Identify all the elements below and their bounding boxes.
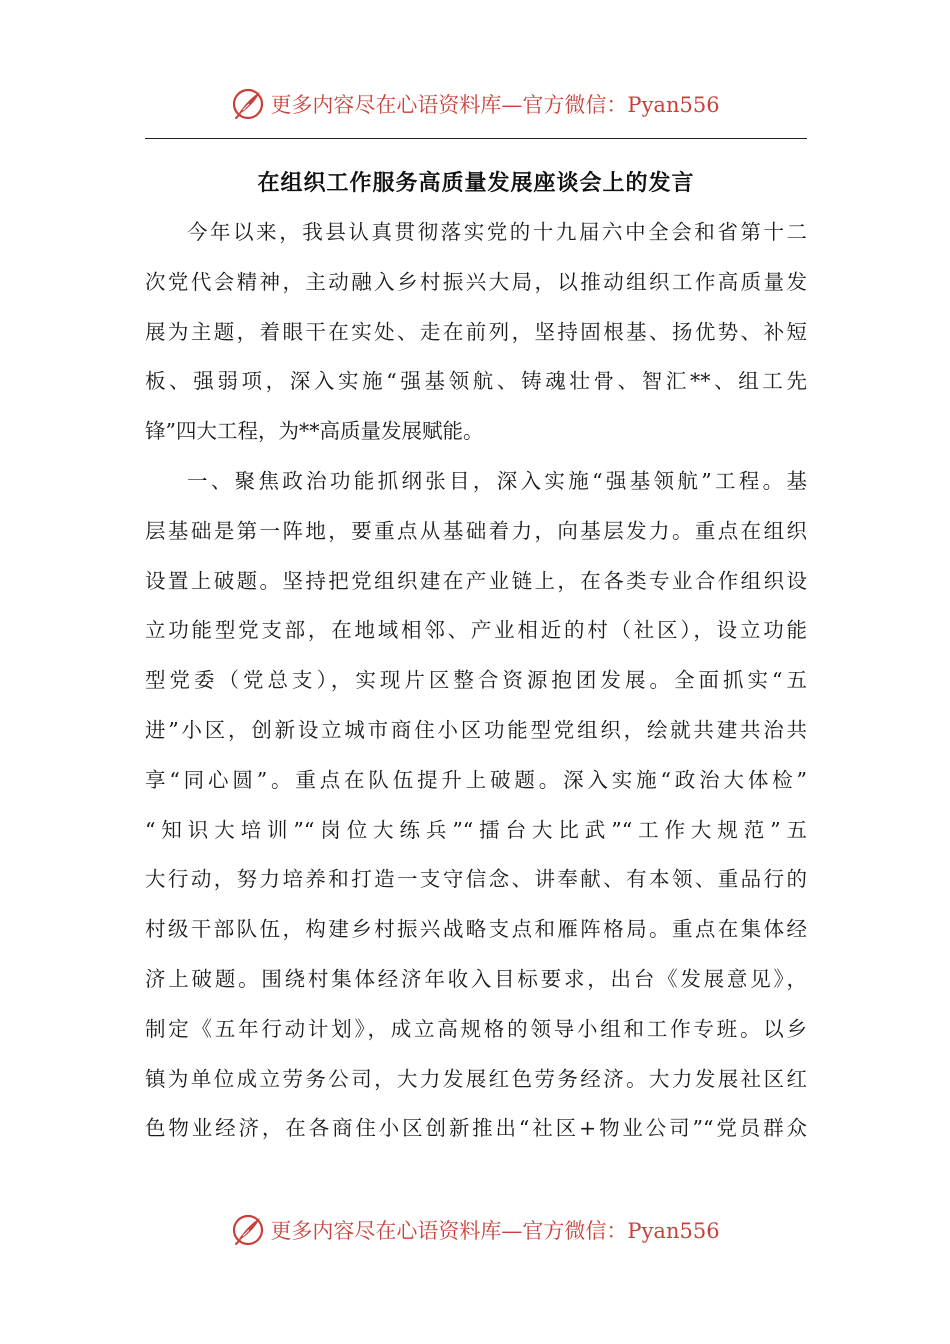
watermark-banner-bottom [0,1210,950,1250]
document-body [145,208,807,1154]
body-line: 层基础是第一阵地，要重点从基础着力，向基层发力。重点在组织 [145,518,807,543]
body-line: 次党代会精神，主动融入乡村振兴大局，以推动组织工作高质量发 [145,269,807,294]
watermark-text: 更多内容尽在心语资料库—官方微信：Pyan556 [270,1219,720,1243]
watermark-banner-top [0,84,950,124]
body-line: 济上破题。围绕村集体经济年收入目标要求，出台《发展意见》， [145,966,807,991]
body-line: 制定《五年行动计划》，成立高规格的领导小组和工作专班。以乡 [145,1016,807,1041]
body-line: 村级干部队伍，构建乡村振兴战略支点和雁阵格局。重点在集体经 [145,917,807,942]
body-line: 色物业经济，在各商住小区创新推出“社区+物业公司”“党员群众 [145,1116,807,1141]
header-divider [145,138,807,139]
body-line: 镇为单位成立劳务公司，大力发展红色劳务经济。大力发展社区红 [145,1066,807,1091]
body-line: 享“同心圆”。重点在队伍提升上破题。深入实施“政治大体检” [145,767,807,792]
body-line: 进”小区，创新设立城市商住小区功能型党组织，绘就共建共治共 [145,717,807,742]
body-line: 今年以来，我县认真贯彻落实党的十九届六中全会和省第十二 [187,220,807,244]
body-line: 设置上破题。坚持把党组织建在产业链上，在各类专业合作组织设 [145,568,807,593]
body-line: 锋”四大工程，为**高质量发展赋能。 [145,419,484,444]
feather-pen-logo-icon [230,1212,266,1248]
body-line: 一、聚焦政治功能抓纲张目，深入实施“强基领航”工程。基 [187,468,807,493]
feather-pen-logo-icon [230,86,266,122]
body-line: 板、强弱项，深入实施“强基领航、铸魂壮骨、智汇**、组工先 [145,369,807,394]
body-line: 展为主题，着眼干在实处、走在前列，坚持固根基、扬优势、补短 [145,319,807,344]
body-line: 立功能型党支部，在地域相邻、产业相近的村（社区），设立功能 [145,618,807,643]
watermark-text: 更多内容尽在心语资料库—官方微信：Pyan556 [270,93,720,117]
body-line: 大行动，努力培养和打造一支守信念、讲奉献、有本领、重品行的 [145,867,807,892]
document-title: 在组织工作服务高质量发展座谈会上的发言 [257,171,695,196]
body-line: “知识大培训”“岗位大练兵”“擂台大比武”“工作大规范”五 [145,817,807,842]
body-line: 型党委（党总支），实现片区整合资源抱团发展。全面抓实“五 [145,668,807,693]
